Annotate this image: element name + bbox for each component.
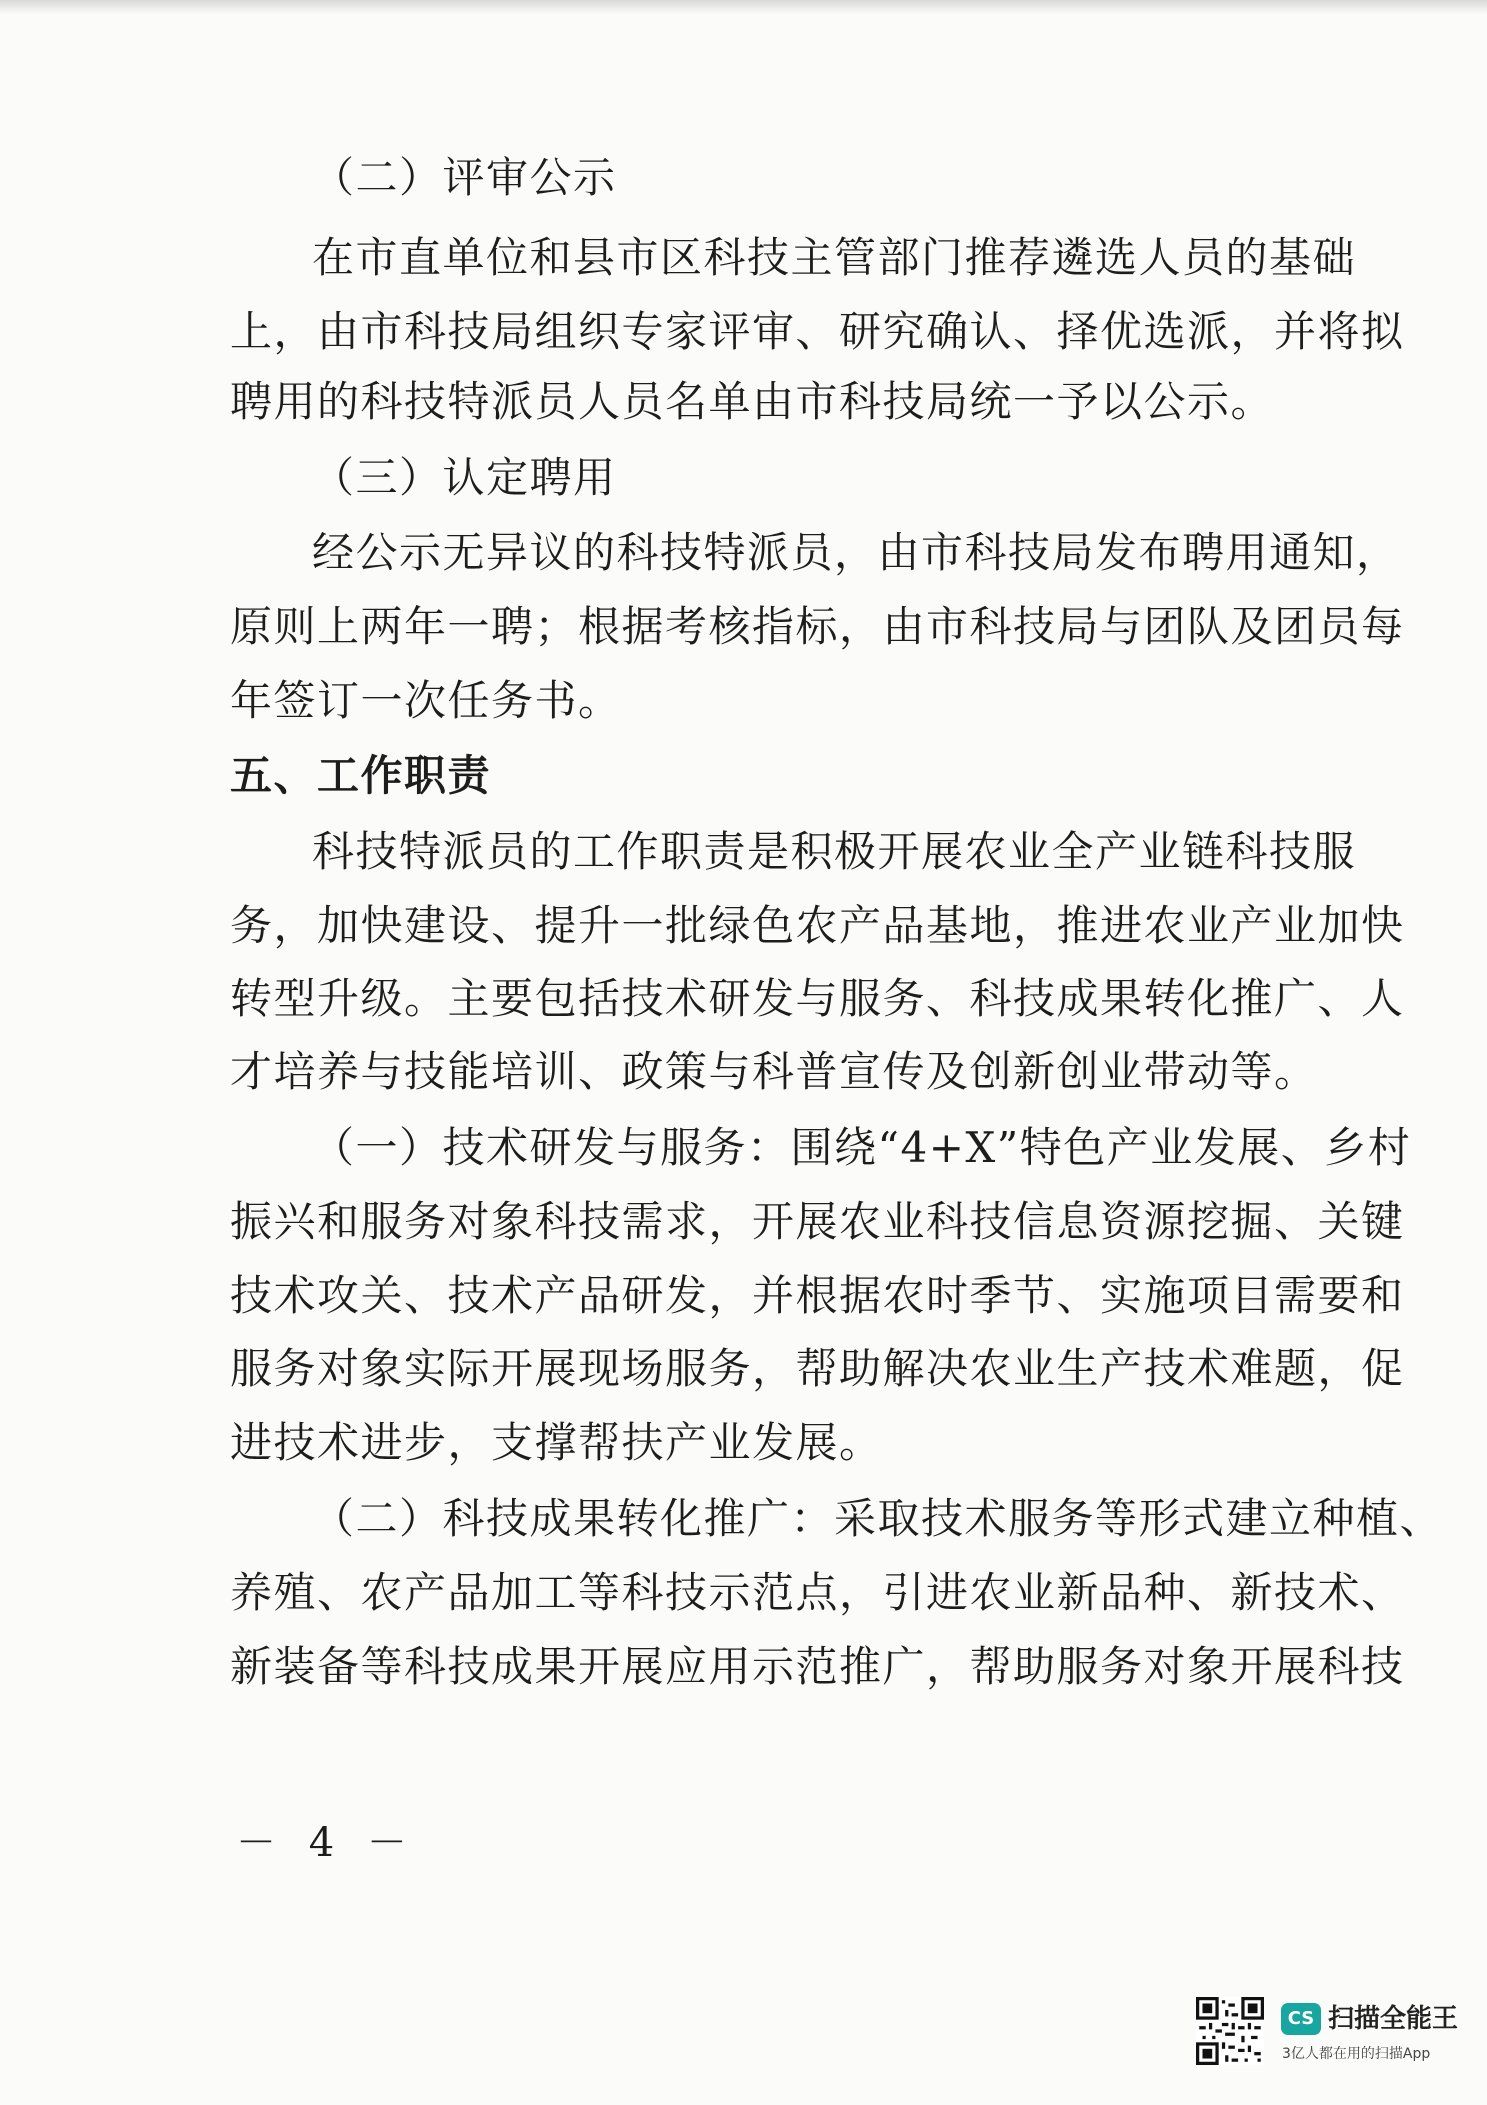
paragraph-line: 振兴和服务对象科技需求，开展农业科技信息资源挖掘、关键 <box>230 1197 1405 1246</box>
paragraph-line: 技术攻关、技术产品研发，并根据农时季节、实施项目需要和 <box>230 1271 1405 1320</box>
brand-tagline: 3亿人都在用的扫描App <box>1282 2046 1431 2062</box>
paragraph-line: 上，由市科技局组织专家评审、研究确认、择优选派，并将拟 <box>230 307 1405 356</box>
paragraph-line: 务，加快建设、提升一批绿色农产品基地，推进农业产业加快 <box>230 901 1405 950</box>
subheading-review-publicity: （二）评审公示 <box>312 153 617 202</box>
brand-name: 扫描全能王 <box>1328 2004 1459 2034</box>
paragraph-line: （一）技术研发与服务：围绕“4+X”特色产业发展、乡村 <box>312 1123 1412 1172</box>
paragraph-line: 科技特派员的工作职责是积极开展农业全产业链科技服 <box>312 827 1357 876</box>
paragraph-line: 进技术进步，支撑帮扶产业发展。 <box>230 1418 883 1467</box>
paragraph-line: 转型升级。主要包括技术研发与服务、科技成果转化推广、人 <box>230 974 1405 1023</box>
paragraph-line: 服务对象实际开展现场服务，帮助解决农业生产技术难题，促 <box>230 1344 1405 1393</box>
page-number: － 4 － <box>236 1820 417 1866</box>
paragraph-line: 聘用的科技特派员人员名单由市科技局统一予以公示。 <box>230 377 1275 426</box>
subheading-appointment: （三）认定聘用 <box>312 453 617 502</box>
paragraph-line: 经公示无异议的科技特派员，由市科技局发布聘用通知， <box>312 528 1400 577</box>
camscanner-logo: CS <box>1281 2003 1321 2035</box>
paragraph-line: 才培养与技能培训、政策与科普宣传及创新创业带动等。 <box>230 1047 1318 1096</box>
paragraph-line: 养殖、农产品加工等科技示范点，引进农业新品种、新技术、 <box>230 1568 1405 1617</box>
qr-code-icon <box>1196 1997 1264 2065</box>
section-heading-duties: 五、工作职责 <box>230 751 492 800</box>
paragraph-line: 在市直单位和县市区科技主管部门推荐遴选人员的基础 <box>312 233 1357 282</box>
paragraph-line: 新装备等科技成果开展应用示范推广，帮助服务对象开展科技 <box>230 1642 1405 1691</box>
paragraph-line: 年签订一次任务书。 <box>230 676 622 725</box>
scanner-watermark <box>1196 1997 1466 2087</box>
paragraph-line: 原则上两年一聘；根据考核指标，由市科技局与团队及团员每 <box>230 602 1405 651</box>
paragraph-line: （二）科技成果转化推广：采取技术服务等形式建立种植、 <box>312 1494 1444 1543</box>
